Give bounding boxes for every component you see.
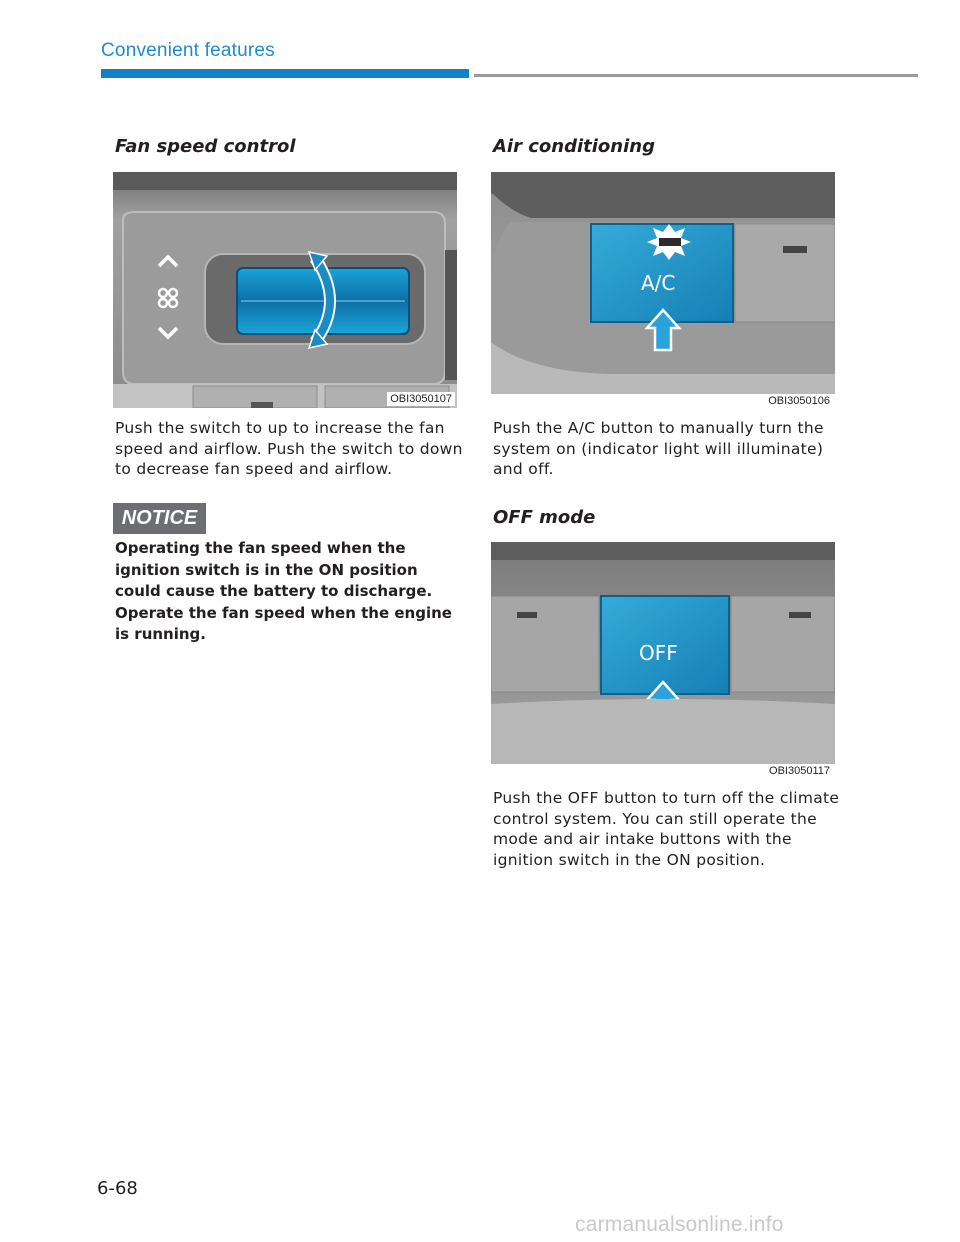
notice-text: Operating the fan speed when the ignition switch is in the ON position could cause the battery to discharge. Operate the fan speed when the engine is running.	[115, 539, 452, 643]
ac-button-label: A/C	[641, 271, 676, 295]
air-conditioning-body: Push the A/C button to manually turn the system on (indicator light will illuminate) and off.	[493, 419, 824, 478]
fan-speed-figure	[113, 172, 457, 408]
off-figure-code: OBI3050117	[766, 764, 833, 778]
air-conditioning-heading: Air conditioning	[493, 136, 655, 157]
off-button-illustration	[491, 542, 835, 764]
air-conditioning-figure	[491, 172, 835, 410]
fan-speed-heading: Fan speed control	[115, 136, 296, 157]
page-number: 6-68	[97, 1178, 138, 1199]
ac-figure-code: OBI3050106	[765, 394, 833, 408]
watermark: carmanualsonline.info	[575, 1213, 784, 1236]
off-mode-heading: OFF mode	[493, 507, 596, 528]
ac-button-illustration	[491, 172, 835, 394]
fan-speed-body: Push the switch to up to increase the fan speed and airflow. Push the switch to down to decrease fan speed and airflow.	[115, 419, 463, 478]
header-rule-gray	[474, 74, 918, 77]
fan-switch-illustration	[113, 172, 457, 408]
off-button-label: OFF	[639, 641, 678, 665]
off-mode-figure	[491, 542, 835, 780]
section-header: Convenient features	[101, 40, 275, 61]
off-mode-body: Push the OFF button to turn off the climate control system. You can still operate the mode and air intake buttons with the ignition switch in the ON position.	[493, 789, 840, 869]
notice-badge: NOTICE	[113, 503, 206, 534]
header-rule-blue	[101, 69, 469, 78]
fan-figure-code: OBI3050107	[387, 392, 455, 406]
